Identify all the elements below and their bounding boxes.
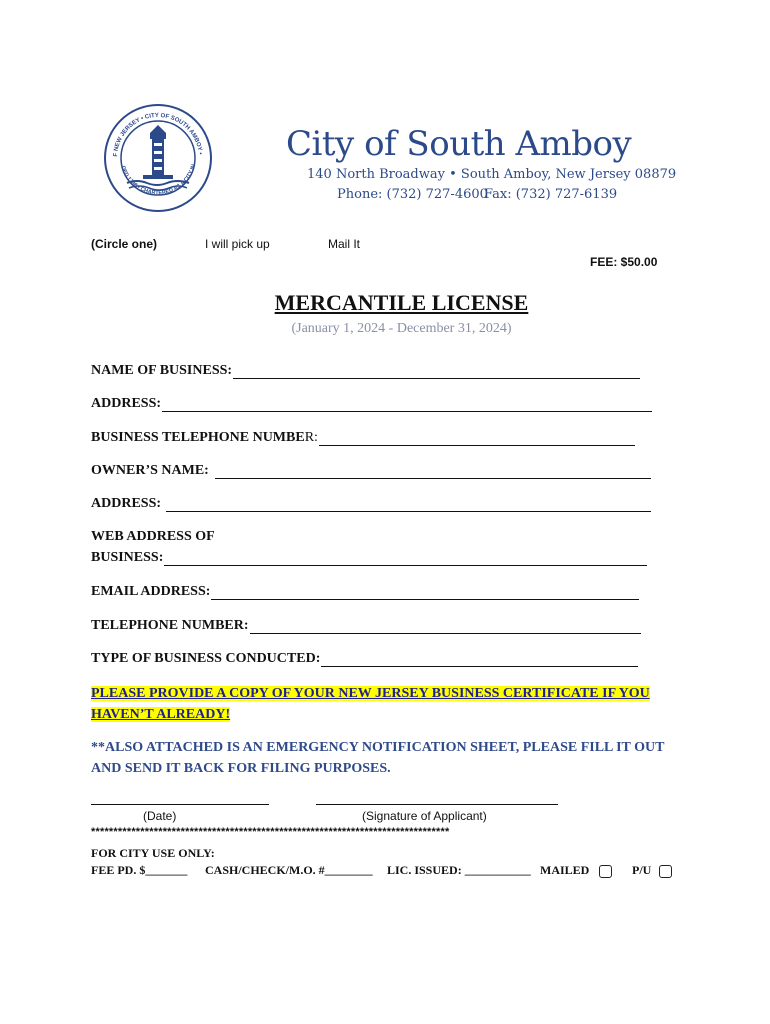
owner-address-label: ADDRESS:	[91, 496, 162, 511]
svg-text:STATE OF NEW JERSEY • CITY OF: F NEW JERSEY • CITY OF SOUTH AMBOY •	[112, 112, 203, 157]
address-field[interactable]	[91, 396, 652, 412]
fee-amount: FEE: $50.00	[590, 255, 658, 269]
city-address: 140 North Broadway • South Amboy, New Jersey 08879	[307, 167, 677, 182]
business-name-line[interactable]	[233, 364, 640, 379]
telephone-line[interactable]	[250, 619, 641, 634]
owner-address-line[interactable]	[166, 497, 651, 512]
business-phone-label	[91, 430, 318, 446]
business-type-field[interactable]	[91, 651, 638, 667]
license-issued-field: LIC. ISSUED: ___________	[387, 863, 531, 877]
mail-option[interactable]: Mail It	[328, 237, 361, 251]
signature-label: (Signature of Applicant)	[362, 809, 487, 823]
telephone-field[interactable]	[91, 618, 641, 634]
fee-paid-field: FEE PD. $_______	[91, 863, 188, 877]
pickup-option[interactable]: I will pick up	[205, 237, 270, 251]
business-phone-label-bold: BUSINESS TELEPHONE NUMBE	[91, 430, 305, 445]
web-address-label-line2: BUSINESS:	[91, 550, 164, 565]
office-use-heading: FOR CITY USE ONLY:	[91, 846, 215, 860]
pickup-checkbox[interactable]	[659, 863, 672, 881]
mailed-label: MAILED	[540, 863, 590, 877]
license-period: (January 1, 2024 - December 31, 2024)	[291, 321, 512, 336]
web-address-line[interactable]	[164, 551, 647, 566]
business-phone-line[interactable]	[319, 431, 635, 446]
address-line[interactable]	[162, 397, 652, 412]
mailed-checkbox[interactable]	[599, 863, 612, 881]
web-address-field[interactable]	[91, 550, 647, 566]
separator-line: ********************************************************************************	[91, 826, 450, 838]
city-name: City of South Amboy	[286, 124, 632, 164]
business-type-label: TYPE OF BUSINESS CONDUCTED:	[91, 651, 321, 666]
owner-name-line[interactable]	[215, 464, 651, 479]
applicant-signature-line[interactable]	[316, 804, 558, 805]
checkbox-icon	[659, 865, 672, 878]
business-phone-field[interactable]	[91, 430, 635, 446]
svg-text:FOUNDED 1798 • CHARTERED AS A: DED 1798 • CHARTERED AS A CITY IN	[119, 163, 198, 197]
date-label: (Date)	[143, 809, 177, 823]
certificate-notice	[91, 683, 671, 725]
date-signature-line[interactable]	[91, 804, 269, 805]
email-field[interactable]	[91, 584, 639, 600]
certificate-notice-text: PLEASE PROVIDE A COPY OF YOUR NEW JERSEY BUSINESS CERTIFICATE IF YOU HAVEN’T ALREADY!	[91, 686, 650, 722]
owner-address-field[interactable]	[91, 496, 651, 512]
telephone-label: TELEPHONE NUMBER:	[91, 618, 249, 633]
cash-check-field: CASH/CHECK/M.O. #________	[205, 863, 373, 877]
page-title: MERCANTILE LICENSE	[274, 290, 529, 315]
email-label: EMAIL ADDRESS:	[91, 584, 211, 599]
web-address-label-line1: WEB ADDRESS OF	[91, 529, 215, 544]
business-type-line[interactable]	[321, 652, 638, 667]
email-line[interactable]	[211, 585, 639, 600]
business-name-label: NAME OF BUSINESS:	[91, 363, 233, 378]
emergency-notice: **ALSO ATTACHED IS AN EMERGENCY NOTIFICATION SHEET, PLEASE FILL IT OUT AND SEND IT BACK FOR FILING PURPOSES.	[91, 740, 665, 776]
pickup-label: P/U	[632, 863, 652, 877]
business-phone-label-end: R:	[304, 430, 318, 445]
owner-name-label: OWNER’S NAME:	[91, 463, 209, 478]
city-phone: Phone: (732) 727-4600	[337, 187, 488, 202]
owner-name-field[interactable]	[91, 463, 651, 479]
circle-one-label: (Circle one)	[91, 237, 158, 251]
city-fax: Fax: (732) 727-6139	[484, 187, 618, 202]
city-seal-logo	[103, 103, 213, 213]
business-name-field[interactable]	[91, 363, 640, 379]
address-label: ADDRESS:	[91, 396, 162, 411]
checkbox-icon	[599, 865, 612, 878]
